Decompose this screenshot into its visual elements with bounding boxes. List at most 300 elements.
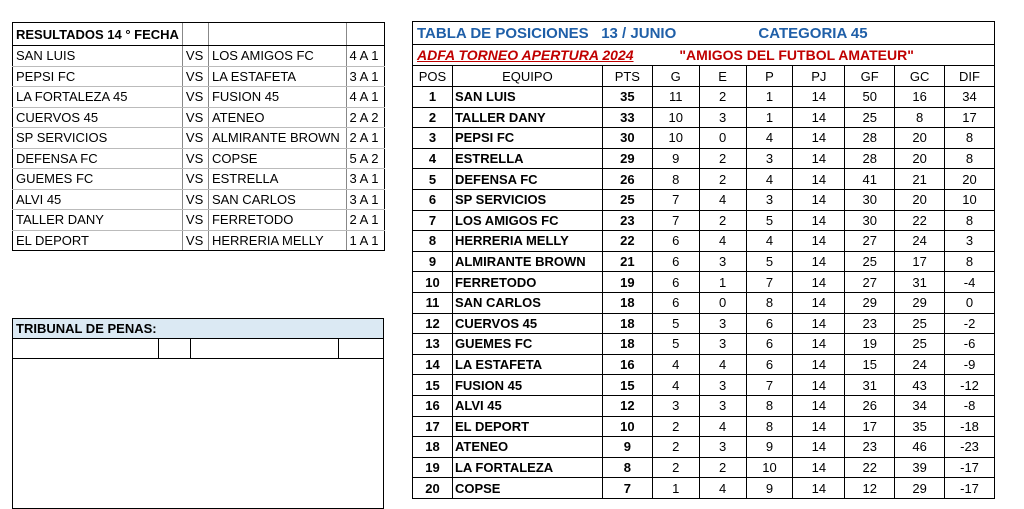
tribunal-divider: [158, 339, 159, 358]
standings-subtitle-cell: [413, 45, 995, 66]
home-team: SP SERVICIOS: [13, 128, 183, 149]
played: 14: [793, 272, 845, 293]
points: 25: [602, 189, 652, 210]
tribunal-box: [12, 318, 384, 509]
points: 26: [602, 169, 652, 190]
points: 16: [602, 354, 652, 375]
match-score: 2 A 2: [346, 107, 384, 128]
goal-difference: 8: [945, 210, 995, 231]
position: 18: [413, 437, 453, 458]
standings-table: [412, 21, 995, 499]
lost: 1: [746, 87, 793, 108]
position: 16: [413, 395, 453, 416]
goals-against: 35: [895, 416, 945, 437]
drawn: 2: [699, 457, 746, 478]
points: 35: [602, 87, 652, 108]
away-team: ESTRELLA: [208, 169, 346, 190]
column-header-e: E: [699, 66, 746, 87]
lost: 8: [746, 292, 793, 313]
goals-for: 27: [845, 272, 895, 293]
column-header-gf: GF: [845, 66, 895, 87]
won: 10: [652, 128, 699, 149]
team: DEFENSA FC: [452, 169, 602, 190]
standings-row: [413, 87, 995, 108]
away-team: ATENEO: [208, 107, 346, 128]
results-header-blank: [182, 23, 208, 46]
match-score: 3 A 1: [346, 66, 384, 87]
away-team: FERRETODO: [208, 210, 346, 231]
goals-against: 29: [895, 292, 945, 313]
goals-against: 24: [895, 354, 945, 375]
match-row: [13, 128, 385, 149]
won: 2: [652, 437, 699, 458]
away-team: COPSE: [208, 148, 346, 169]
away-team: FUSION 45: [208, 87, 346, 108]
drawn: 1: [699, 272, 746, 293]
goals-against: 29: [895, 478, 945, 499]
match-row: [13, 46, 385, 67]
position: 20: [413, 478, 453, 499]
points: 23: [602, 210, 652, 231]
won: 5: [652, 313, 699, 334]
goals-against: 31: [895, 272, 945, 293]
tribunal-divider: [190, 339, 191, 358]
match-score: 4 A 1: [346, 46, 384, 67]
standings-title: TABLA DE POSICIONES: [417, 24, 589, 42]
lost: 3: [746, 189, 793, 210]
won: 3: [652, 395, 699, 416]
vs-label: VS: [182, 230, 208, 251]
goal-difference: -4: [945, 272, 995, 293]
goals-for: 23: [845, 437, 895, 458]
standings-row: [413, 437, 995, 458]
tournament-name: ADFA TORNEO APERTURA 2024: [417, 47, 634, 63]
away-team: SAN CARLOS: [208, 189, 346, 210]
goals-for: 25: [845, 107, 895, 128]
lost: 10: [746, 457, 793, 478]
goal-difference: -17: [945, 478, 995, 499]
vs-label: VS: [182, 66, 208, 87]
position: 10: [413, 272, 453, 293]
match-row: [13, 230, 385, 251]
position: 15: [413, 375, 453, 396]
drawn: 3: [699, 395, 746, 416]
position: 9: [413, 251, 453, 272]
points: 12: [602, 395, 652, 416]
results-header-blank: [208, 23, 346, 46]
tribunal-divider: [338, 339, 339, 358]
results-header-row: [13, 23, 385, 46]
goal-difference: -2: [945, 313, 995, 334]
column-header-dif: DIF: [945, 66, 995, 87]
standings-row: [413, 169, 995, 190]
lost: 4: [746, 231, 793, 252]
goals-against: 46: [895, 437, 945, 458]
won: 6: [652, 272, 699, 293]
played: 14: [793, 169, 845, 190]
position: 17: [413, 416, 453, 437]
points: 19: [602, 272, 652, 293]
goals-against: 16: [895, 87, 945, 108]
won: 1: [652, 478, 699, 499]
goals-for: 19: [845, 334, 895, 355]
team: ALVI 45: [452, 395, 602, 416]
drawn: 0: [699, 292, 746, 313]
won: 2: [652, 457, 699, 478]
goals-against: 22: [895, 210, 945, 231]
standings-row: [413, 478, 995, 499]
home-team: LA FORTALEZA 45: [13, 87, 183, 108]
goals-for: 15: [845, 354, 895, 375]
standings-row: [413, 128, 995, 149]
played: 14: [793, 375, 845, 396]
won: 6: [652, 251, 699, 272]
won: 10: [652, 107, 699, 128]
played: 14: [793, 251, 845, 272]
standings-body: [413, 22, 995, 499]
team: LOS AMIGOS FC: [452, 210, 602, 231]
standings-date: 13 / JUNIO: [601, 24, 677, 42]
points: 18: [602, 292, 652, 313]
drawn: 4: [699, 231, 746, 252]
column-header-pts: PTS: [602, 66, 652, 87]
goal-difference: 3: [945, 231, 995, 252]
match-row: [13, 169, 385, 190]
goals-for: 28: [845, 148, 895, 169]
drawn: 4: [699, 189, 746, 210]
team: ATENEO: [452, 437, 602, 458]
played: 14: [793, 334, 845, 355]
won: 8: [652, 169, 699, 190]
drawn: 2: [699, 87, 746, 108]
won: 11: [652, 87, 699, 108]
drawn: 3: [699, 251, 746, 272]
played: 14: [793, 478, 845, 499]
points: 18: [602, 334, 652, 355]
drawn: 2: [699, 169, 746, 190]
won: 9: [652, 148, 699, 169]
position: 11: [413, 292, 453, 313]
points: 8: [602, 457, 652, 478]
column-header-pj: PJ: [793, 66, 845, 87]
played: 14: [793, 292, 845, 313]
played: 14: [793, 189, 845, 210]
goals-for: 29: [845, 292, 895, 313]
won: 4: [652, 354, 699, 375]
results-title: RESULTADOS 14 ° FECHA: [13, 23, 183, 46]
standings-row: [413, 231, 995, 252]
lost: 9: [746, 437, 793, 458]
goals-against: 20: [895, 189, 945, 210]
standings-title-cell: [413, 22, 995, 45]
points: 18: [602, 313, 652, 334]
lost: 8: [746, 395, 793, 416]
home-team: CUERVOS 45: [13, 107, 183, 128]
column-header-pos: POS: [413, 66, 453, 87]
goal-difference: -12: [945, 375, 995, 396]
goals-for: 28: [845, 128, 895, 149]
lost: 4: [746, 169, 793, 190]
team: HERRERIA MELLY: [452, 231, 602, 252]
goals-against: 20: [895, 128, 945, 149]
won: 2: [652, 416, 699, 437]
column-header-gc: GC: [895, 66, 945, 87]
column-header-equipo: EQUIPO: [452, 66, 602, 87]
column-header-g: G: [652, 66, 699, 87]
standings-row: [413, 107, 995, 128]
position: 1: [413, 87, 453, 108]
drawn: 3: [699, 107, 746, 128]
column-header-p: P: [746, 66, 793, 87]
played: 14: [793, 231, 845, 252]
standings-row: [413, 148, 995, 169]
team: EL DEPORT: [452, 416, 602, 437]
drawn: 0: [699, 128, 746, 149]
won: 6: [652, 231, 699, 252]
goals-for: 23: [845, 313, 895, 334]
match-score: 4 A 1: [346, 87, 384, 108]
standings-title-row: [413, 22, 995, 45]
goals-against: 43: [895, 375, 945, 396]
standings-row: [413, 416, 995, 437]
match-row: [13, 189, 385, 210]
position: 13: [413, 334, 453, 355]
tribunal-row: [13, 339, 383, 359]
team: PEPSI FC: [452, 128, 602, 149]
away-team: LOS AMIGOS FC: [208, 46, 346, 67]
match-score: 5 A 2: [346, 148, 384, 169]
played: 14: [793, 128, 845, 149]
played: 14: [793, 416, 845, 437]
goals-for: 50: [845, 87, 895, 108]
match-score: 2 A 1: [346, 210, 384, 231]
goals-for: 26: [845, 395, 895, 416]
points: 15: [602, 375, 652, 396]
team: SAN LUIS: [452, 87, 602, 108]
goal-difference: 8: [945, 251, 995, 272]
standings-row: [413, 272, 995, 293]
drawn: 4: [699, 354, 746, 375]
team: ESTRELLA: [452, 148, 602, 169]
vs-label: VS: [182, 46, 208, 67]
drawn: 2: [699, 148, 746, 169]
team: TALLER DANY: [452, 107, 602, 128]
goals-against: 24: [895, 231, 945, 252]
points: 10: [602, 416, 652, 437]
lost: 1: [746, 107, 793, 128]
goals-for: 22: [845, 457, 895, 478]
goal-difference: -17: [945, 457, 995, 478]
vs-label: VS: [182, 189, 208, 210]
standings-category: CATEGORIA 45: [758, 24, 868, 42]
goal-difference: -18: [945, 416, 995, 437]
points: 30: [602, 128, 652, 149]
drawn: 3: [699, 313, 746, 334]
standings-row: [413, 375, 995, 396]
goals-for: 25: [845, 251, 895, 272]
played: 14: [793, 87, 845, 108]
goal-difference: -9: [945, 354, 995, 375]
goals-for: 41: [845, 169, 895, 190]
lost: 6: [746, 313, 793, 334]
position: 14: [413, 354, 453, 375]
goals-for: 30: [845, 189, 895, 210]
goal-difference: 10: [945, 189, 995, 210]
vs-label: VS: [182, 169, 208, 190]
match-score: 3 A 1: [346, 189, 384, 210]
vs-label: VS: [182, 128, 208, 149]
away-team: ALMIRANTE BROWN: [208, 128, 346, 149]
standings-row: [413, 210, 995, 231]
away-team: LA ESTAFETA: [208, 66, 346, 87]
played: 14: [793, 107, 845, 128]
position: 4: [413, 148, 453, 169]
lost: 6: [746, 354, 793, 375]
vs-label: VS: [182, 148, 208, 169]
goals-for: 30: [845, 210, 895, 231]
standings-row: [413, 251, 995, 272]
won: 4: [652, 375, 699, 396]
standings-row: [413, 292, 995, 313]
standings-row: [413, 313, 995, 334]
points: 21: [602, 251, 652, 272]
played: 14: [793, 437, 845, 458]
lost: 6: [746, 334, 793, 355]
goals-for: 31: [845, 375, 895, 396]
lost: 7: [746, 375, 793, 396]
played: 14: [793, 210, 845, 231]
home-team: GUEMES FC: [13, 169, 183, 190]
points: 22: [602, 231, 652, 252]
goals-against: 25: [895, 313, 945, 334]
home-team: ALVI 45: [13, 189, 183, 210]
position: 2: [413, 107, 453, 128]
match-score: 2 A 1: [346, 128, 384, 149]
goals-for: 17: [845, 416, 895, 437]
standings-header-row: [413, 66, 995, 87]
lost: 5: [746, 210, 793, 231]
team: SP SERVICIOS: [452, 189, 602, 210]
home-team: PEPSI FC: [13, 66, 183, 87]
position: 7: [413, 210, 453, 231]
lost: 7: [746, 272, 793, 293]
away-team: HERRERIA MELLY: [208, 230, 346, 251]
results-body: [13, 23, 385, 251]
vs-label: VS: [182, 107, 208, 128]
standings-row: [413, 354, 995, 375]
team: LA ESTAFETA: [452, 354, 602, 375]
points: 9: [602, 437, 652, 458]
goal-difference: 0: [945, 292, 995, 313]
team: FUSION 45: [452, 375, 602, 396]
goal-difference: 17: [945, 107, 995, 128]
drawn: 4: [699, 416, 746, 437]
team: GUEMES FC: [452, 334, 602, 355]
goal-difference: 34: [945, 87, 995, 108]
position: 19: [413, 457, 453, 478]
match-row: [13, 107, 385, 128]
team: CUERVOS 45: [452, 313, 602, 334]
points: 33: [602, 107, 652, 128]
standings-row: [413, 189, 995, 210]
played: 14: [793, 313, 845, 334]
results-table: [12, 22, 385, 251]
drawn: 3: [699, 334, 746, 355]
played: 14: [793, 148, 845, 169]
goal-difference: -6: [945, 334, 995, 355]
goals-for: 27: [845, 231, 895, 252]
match-row: [13, 87, 385, 108]
goals-against: 8: [895, 107, 945, 128]
goals-against: 21: [895, 169, 945, 190]
standings-subtitle-row: [413, 45, 995, 66]
played: 14: [793, 395, 845, 416]
results-header-blank: [346, 23, 384, 46]
vs-label: VS: [182, 87, 208, 108]
lost: 3: [746, 148, 793, 169]
position: 3: [413, 128, 453, 149]
goals-against: 34: [895, 395, 945, 416]
standings-row: [413, 395, 995, 416]
league-name: "AMIGOS DEL FUTBOL AMATEUR": [679, 47, 914, 63]
position: 6: [413, 189, 453, 210]
position: 5: [413, 169, 453, 190]
lost: 9: [746, 478, 793, 499]
team: COPSE: [452, 478, 602, 499]
lost: 5: [746, 251, 793, 272]
goal-difference: 8: [945, 128, 995, 149]
home-team: SAN LUIS: [13, 46, 183, 67]
match-score: 1 A 1: [346, 230, 384, 251]
tribunal-title: TRIBUNAL DE PENAS:: [13, 319, 383, 339]
goals-against: 17: [895, 251, 945, 272]
won: 7: [652, 210, 699, 231]
team: ALMIRANTE BROWN: [452, 251, 602, 272]
vs-label: VS: [182, 210, 208, 231]
points: 7: [602, 478, 652, 499]
drawn: 4: [699, 478, 746, 499]
goals-against: 39: [895, 457, 945, 478]
home-team: DEFENSA FC: [13, 148, 183, 169]
goal-difference: 20: [945, 169, 995, 190]
won: 5: [652, 334, 699, 355]
drawn: 2: [699, 210, 746, 231]
standings-row: [413, 334, 995, 355]
goal-difference: -8: [945, 395, 995, 416]
points: 29: [602, 148, 652, 169]
played: 14: [793, 457, 845, 478]
drawn: 3: [699, 437, 746, 458]
position: 8: [413, 231, 453, 252]
goal-difference: -23: [945, 437, 995, 458]
position: 12: [413, 313, 453, 334]
team: SAN CARLOS: [452, 292, 602, 313]
home-team: EL DEPORT: [13, 230, 183, 251]
lost: 4: [746, 128, 793, 149]
match-row: [13, 66, 385, 87]
standings-row: [413, 457, 995, 478]
won: 6: [652, 292, 699, 313]
team: FERRETODO: [452, 272, 602, 293]
home-team: TALLER DANY: [13, 210, 183, 231]
drawn: 3: [699, 375, 746, 396]
goal-difference: 8: [945, 148, 995, 169]
goals-against: 20: [895, 148, 945, 169]
goals-against: 25: [895, 334, 945, 355]
goals-for: 12: [845, 478, 895, 499]
team: LA FORTALEZA: [452, 457, 602, 478]
match-row: [13, 210, 385, 231]
